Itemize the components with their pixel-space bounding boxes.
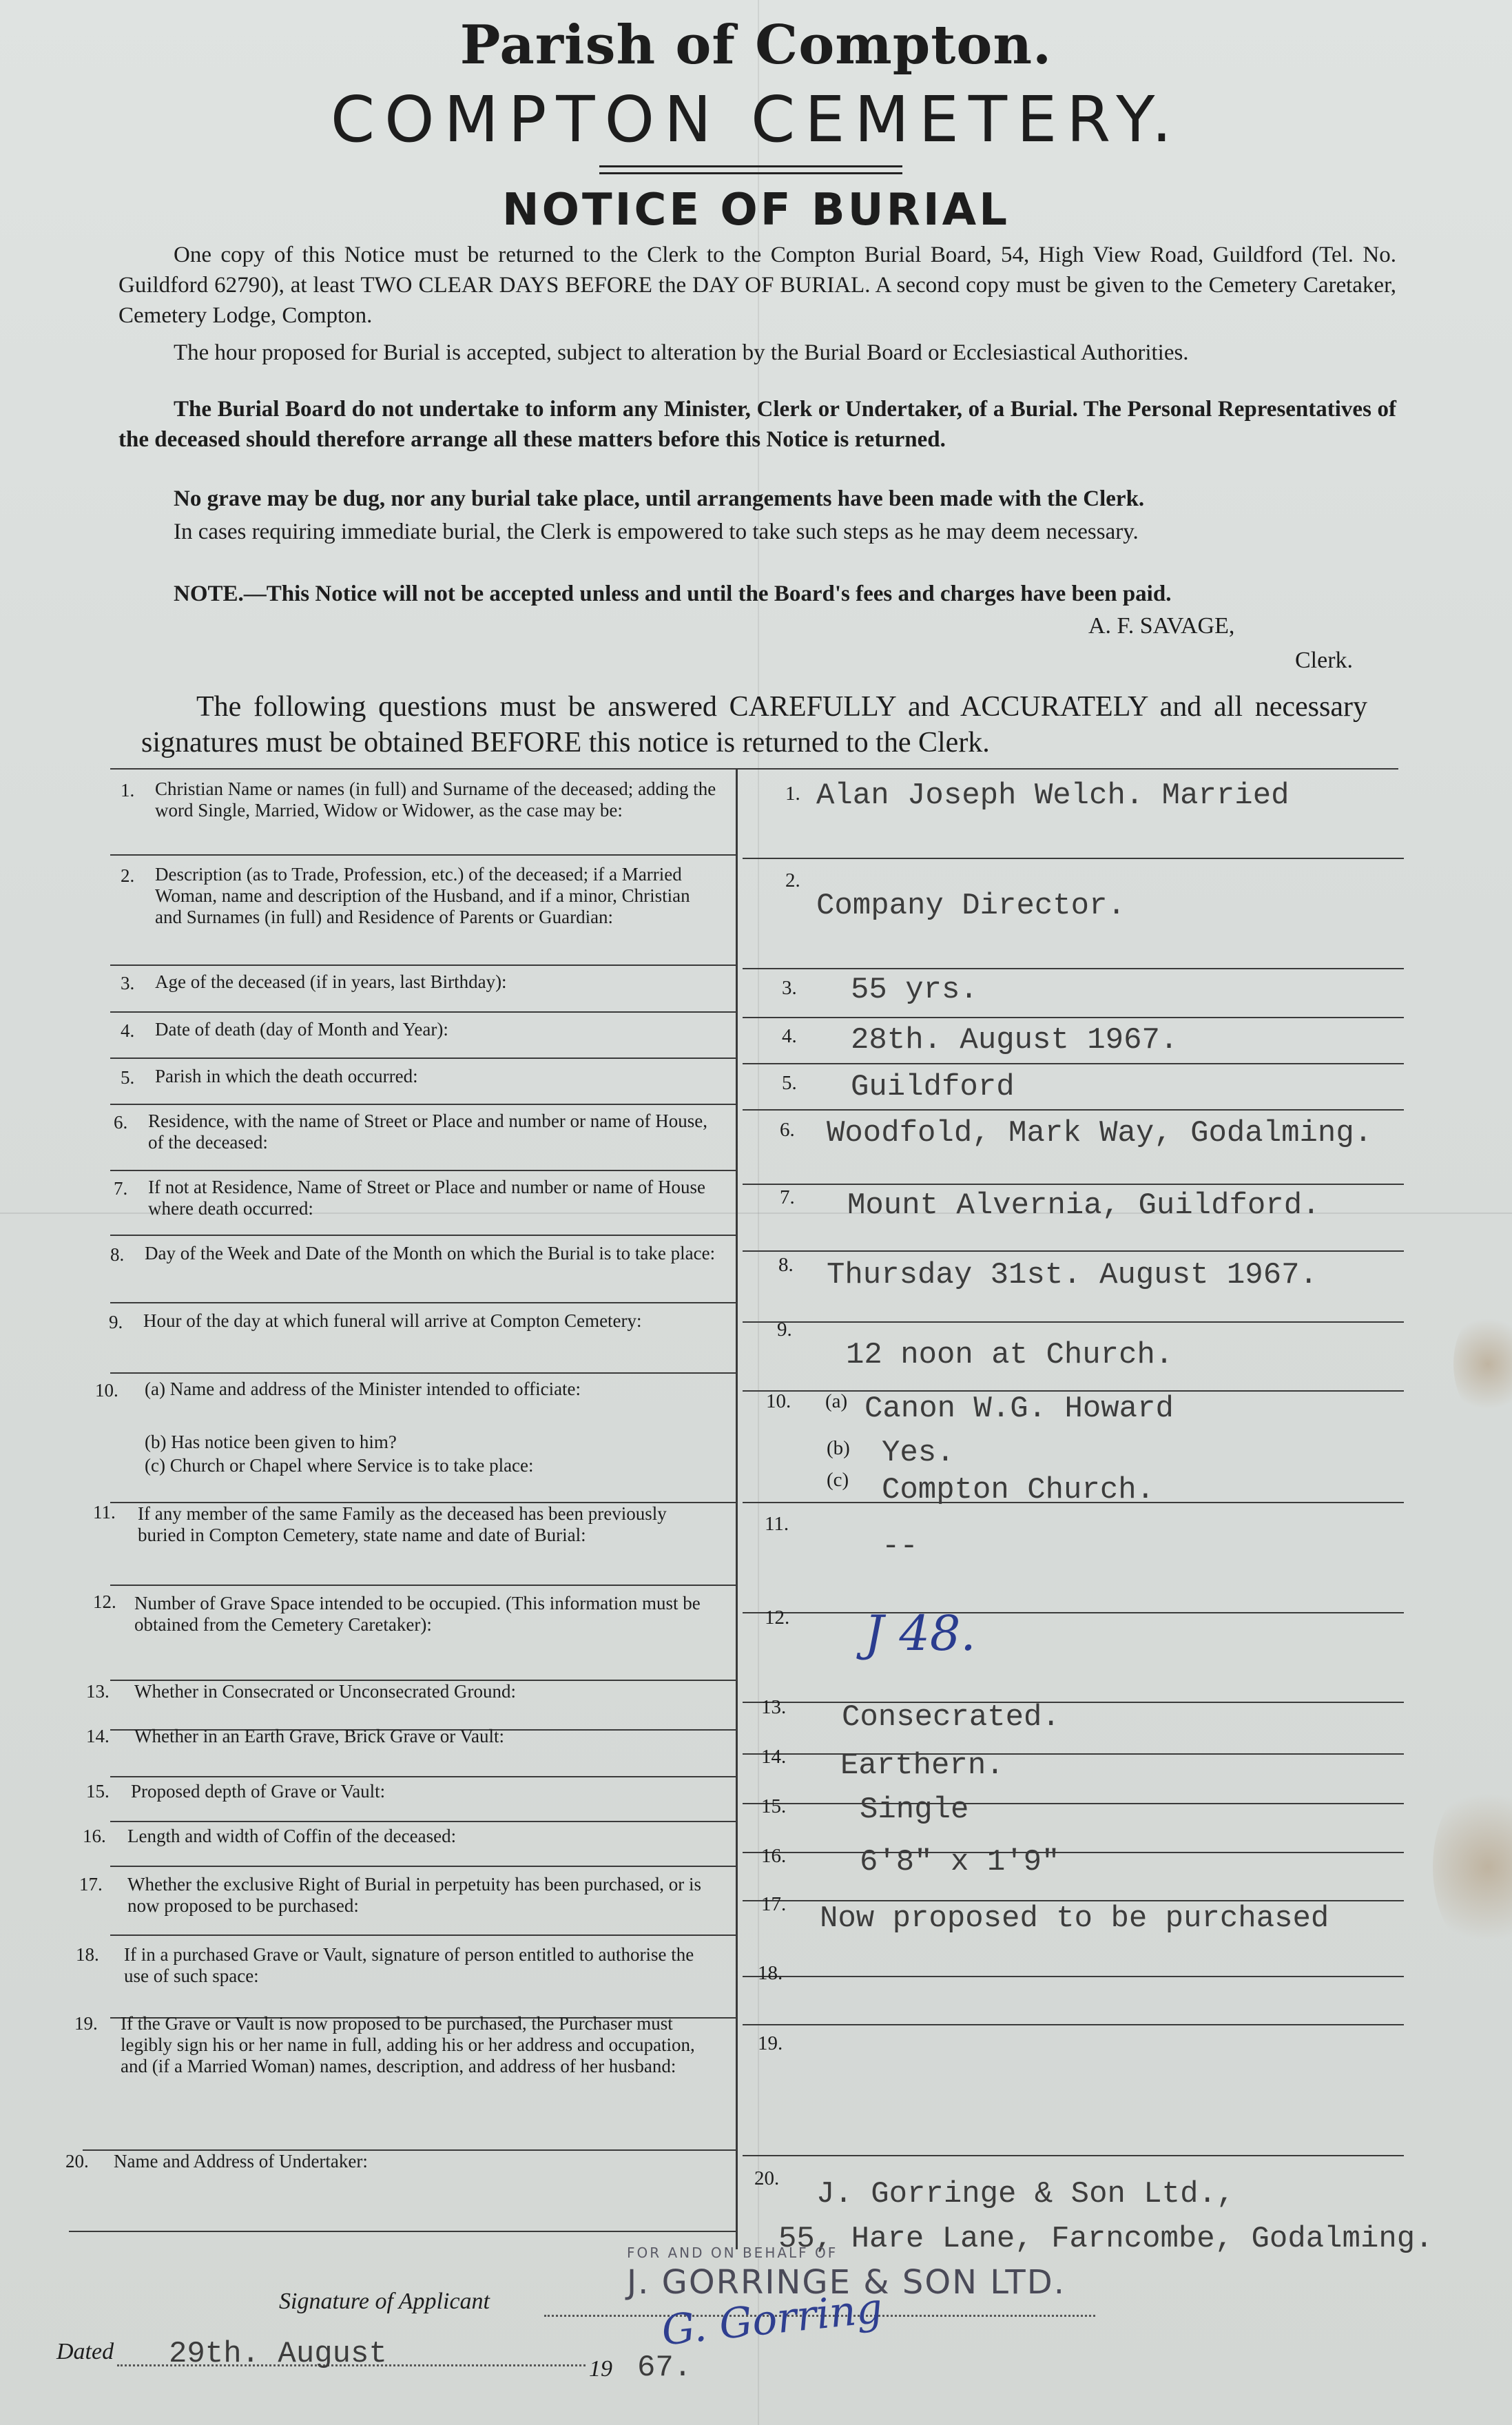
row-divider xyxy=(110,1170,736,1171)
answer-number: 11. xyxy=(765,1513,789,1535)
year-prefix: 19 xyxy=(589,2356,612,2382)
row-divider xyxy=(743,1184,1404,1185)
question-4: Date of death (day of Month and Year): xyxy=(155,1019,448,1040)
answer-number: 2. xyxy=(785,869,800,891)
table-center-rule xyxy=(736,768,738,2249)
answer-12-grave-space: J 48. xyxy=(864,1605,976,1662)
question-number: 13. xyxy=(86,1681,110,1702)
answer-6-residence: Woodfold, Mark Way, Godalming. xyxy=(827,1116,1373,1150)
question-5: Parish in which the death occurred: xyxy=(155,1066,418,1086)
answer-number: 14. xyxy=(761,1746,787,1768)
question-9: Hour of the day at which funeral will arrive at Compton Cemetery: xyxy=(143,1310,642,1331)
intro-paragraph-5: In cases requiring immediate burial, the Clerk is empowered to take such steps as he may deem necessary. xyxy=(174,519,1139,544)
answer-number: 19. xyxy=(758,2032,783,2054)
heading-rule xyxy=(599,165,902,167)
answer-number: 20. xyxy=(754,2167,780,2189)
question-16: Length and width of Coffin of the deceased: xyxy=(127,1826,457,1846)
answer-10b-label: (b) xyxy=(827,1437,850,1459)
row-divider xyxy=(743,1612,1404,1613)
notice-title: NOTICE OF BURIAL xyxy=(502,185,1010,236)
answer-number: 4. xyxy=(782,1025,797,1047)
question-10a: (a) Name and address of the Minister intended to officiate: xyxy=(145,1379,581,1399)
answer-number: 1. xyxy=(785,783,800,805)
applicant-signature: G. Gorring xyxy=(659,2284,885,2355)
question-2: Description (as to Trade, Profession, etc.) of the deceased; if a Married Woman, name and description of the Husband, and if a minor, Christian and Surnames (in full) and Residence of Parents or Guardian: xyxy=(155,864,690,927)
clerk-title: Clerk. xyxy=(1295,648,1354,673)
question-number: 7. xyxy=(114,1178,128,1199)
answer-10b-notice: Yes. xyxy=(882,1436,955,1470)
answer-13-ground: Consecrated. xyxy=(842,1700,1060,1735)
answer-11-family: -- xyxy=(882,1529,918,1564)
question-number: 1. xyxy=(121,780,135,801)
question-17: Whether the exclusive Right of Burial in perpetuity has been purchased, or is now proposed to be purchased: xyxy=(127,1874,702,1916)
paper-stain xyxy=(1453,1309,1512,1419)
answer-number: 3. xyxy=(782,977,797,999)
question-18: If in a purchased Grave or Vault, signature of person entitled to authorise the use of such space: xyxy=(124,1944,694,1986)
question-11: If any member of the same Family as the deceased has been previously buried in Compton Cemetery, state name and date of Burial: xyxy=(138,1503,667,1545)
row-divider xyxy=(110,1104,736,1105)
row-divider xyxy=(110,1057,736,1059)
answer-16-coffin-size: 6'8" x 1'9" xyxy=(860,1845,1060,1879)
year-suffix: 67. xyxy=(637,2351,692,2385)
answer-number: 16. xyxy=(761,1845,787,1867)
question-10b: (b) Has notice been given to him? xyxy=(145,1432,397,1452)
question-14: Whether in an Earth Grave, Brick Grave or Vault: xyxy=(134,1726,505,1746)
row-divider xyxy=(110,1372,736,1374)
dated-label: Dated xyxy=(56,2339,114,2364)
answer-10c-label: (c) xyxy=(827,1469,849,1491)
answer-14-grave-type: Earthern. xyxy=(840,1748,1004,1783)
row-divider xyxy=(110,1585,736,1586)
row-divider xyxy=(110,1821,736,1822)
answer-number: 15. xyxy=(761,1795,787,1817)
question-20: Name and Address of Undertaker: xyxy=(114,2151,368,2171)
answer-20-undertaker-address: 55, Hare Lane, Farncombe, Godalming. xyxy=(778,2222,1433,2256)
row-divider xyxy=(110,1302,736,1303)
row-divider xyxy=(743,1063,1404,1064)
answer-8-burial-date: Thursday 31st. August 1967. xyxy=(827,1258,1318,1292)
row-divider xyxy=(743,1852,1404,1853)
row-divider xyxy=(110,964,736,966)
answer-number: 18. xyxy=(758,1962,783,1984)
intro-paragraph-2: The hour proposed for Burial is accepted, subject to alteration by the Burial Board or Ecclesiastical Authorities. xyxy=(174,340,1189,365)
row-divider xyxy=(110,1011,736,1013)
table-top-rule xyxy=(110,768,1398,770)
question-number: 11. xyxy=(93,1502,116,1523)
question-number: 5. xyxy=(121,1067,135,1088)
question-8: Day of the Week and Date of the Month on which the Burial is to take place: xyxy=(145,1243,716,1263)
row-divider xyxy=(110,854,736,856)
row-divider xyxy=(110,1235,736,1236)
answer-number: 5. xyxy=(782,1072,797,1094)
question-number: 4. xyxy=(121,1020,135,1041)
row-divider xyxy=(110,1934,736,1936)
intro-paragraph-1: One copy of this Notice must be returned to the Clerk to the Compton Burial Board, 54, High View Road, Guildford (Tel. No. Guildford 62790), at least TWO CLEAR DAYS BEFORE the DAY OF BURIAL. A second copy must be given to the Cemetery Caretaker, Cemetery Lodge, Compton. xyxy=(118,242,1396,328)
intro-paragraph-4: No grave may be dug, nor any burial take place, until arrangements have been made with the Clerk. xyxy=(174,486,1145,511)
row-divider xyxy=(110,1866,736,1867)
answer-3-age: 55 yrs. xyxy=(851,973,978,1007)
answer-1-name: Alan Joseph Welch. Married xyxy=(816,778,1290,813)
paper-stain xyxy=(1433,1777,1512,1957)
answer-2-description: Company Director. xyxy=(816,889,1126,923)
question-number: 6. xyxy=(114,1112,128,1133)
question-number: 2. xyxy=(121,865,135,886)
question-1: Christian Name or names (in full) and Surname of the deceased; adding the word Single, Married, Widow or Widower, as the case may be: xyxy=(155,778,716,821)
intro-note: NOTE.—This Notice will not be accepted unless and until the Board's fees and charges have been paid. xyxy=(174,581,1172,606)
signature-label: Signature of Applicant xyxy=(279,2289,490,2314)
question-13: Whether in Consecrated or Unconsecrated Ground: xyxy=(134,1681,517,1702)
question-number: 20. xyxy=(65,2151,89,2171)
question-3: Age of the deceased (if in years, last Birthday): xyxy=(155,971,507,992)
answer-4-date-of-death: 28th. August 1967. xyxy=(851,1023,1179,1057)
clerk-name: A. F. SAVAGE, xyxy=(1088,613,1235,639)
answer-number: 6. xyxy=(780,1119,795,1141)
parish-heading: Parish of Compton. xyxy=(459,14,1053,76)
question-10c: (c) Church or Chapel where Service is to take place: xyxy=(145,1455,534,1476)
intro-paragraph-3: The Burial Board do not undertake to inform any Minister, Clerk or Undertaker, of a Burial. The Personal Representatives of the deceased should therefore arrange all these matters before this Notice is returned. xyxy=(118,397,1396,452)
answer-5-parish: Guildford xyxy=(851,1070,1015,1104)
row-divider xyxy=(743,1803,1404,1804)
question-number: 16. xyxy=(83,1826,106,1846)
answer-number: 9. xyxy=(777,1319,792,1341)
cemetery-heading: COMPTON CEMETERY. xyxy=(330,83,1182,156)
answer-10a-label: (a) xyxy=(825,1390,848,1412)
answer-number: 13. xyxy=(761,1696,787,1718)
row-divider xyxy=(743,1250,1404,1252)
answer-10c-church: Compton Church. xyxy=(882,1473,1155,1507)
question-number: 15. xyxy=(86,1781,110,1802)
row-divider xyxy=(743,968,1404,969)
question-15: Proposed depth of Grave or Vault: xyxy=(131,1781,386,1802)
stamp-behalf-text: FOR AND ON BEHALF OF xyxy=(627,2245,838,2261)
question-number: 14. xyxy=(86,1726,110,1746)
question-number: 10. xyxy=(95,1380,118,1401)
question-number: 3. xyxy=(121,973,135,993)
question-number: 9. xyxy=(109,1312,123,1332)
row-divider xyxy=(69,2231,736,2232)
question-number: 18. xyxy=(76,1944,99,1965)
question-number: 12. xyxy=(93,1591,116,1612)
answer-15-depth: Single xyxy=(860,1793,969,1827)
instructions: The following questions must be answered CAREFULLY and ACCURATELY and all necessary signatures must be obtained BEFORE this notice is returned to the Clerk. xyxy=(141,691,1367,759)
question-7: If not at Residence, Name of Street or Place and number or name of House where death occurred: xyxy=(148,1177,705,1219)
answer-17-right-of-burial: Now proposed to be purchased xyxy=(820,1901,1329,1936)
answer-7-place-of-death: Mount Alvernia, Guildford. xyxy=(847,1188,1321,1223)
answer-9-hour: 12 noon at Church. xyxy=(846,1338,1174,1372)
answer-number: 10. xyxy=(766,1390,791,1412)
question-number: 17. xyxy=(79,1874,103,1895)
question-number: 19. xyxy=(74,2013,98,2034)
row-divider xyxy=(743,2155,1404,2156)
question-19: If the Grave or Vault is now proposed to be purchased, the Purchaser must legibly sign his or her name in full, adding his or her address and occupation, and (if a Married Woman) names, description, and address of her husband: xyxy=(121,2013,695,2076)
answer-number: 7. xyxy=(780,1186,795,1208)
row-divider xyxy=(743,1321,1404,1323)
heading-rule xyxy=(599,172,902,174)
answer-10a-minister: Canon W.G. Howard xyxy=(864,1392,1174,1426)
company-stamp: J. GORRINGE & SON LTD. xyxy=(627,2263,1066,2302)
answer-number: 17. xyxy=(761,1893,787,1915)
row-divider xyxy=(743,1017,1404,1018)
row-divider xyxy=(743,858,1404,859)
row-divider xyxy=(743,1976,1404,1977)
question-6: Residence, with the name of Street or Place and number or name of House, of the deceased: xyxy=(148,1111,707,1153)
question-12: Number of Grave Space intended to be occupied. (This information must be obtained from the Cemetery Caretaker): xyxy=(134,1593,701,1635)
answer-20-undertaker-name: J. Gorringe & Son Ltd., xyxy=(816,2177,1235,2211)
dated-value: 29th. August xyxy=(169,2337,387,2371)
answer-number: 8. xyxy=(778,1254,794,1276)
question-number: 8. xyxy=(110,1244,125,1265)
row-divider xyxy=(110,1776,736,1777)
answer-number: 12. xyxy=(765,1607,790,1629)
row-divider xyxy=(743,2024,1404,2025)
row-divider xyxy=(743,1109,1404,1111)
